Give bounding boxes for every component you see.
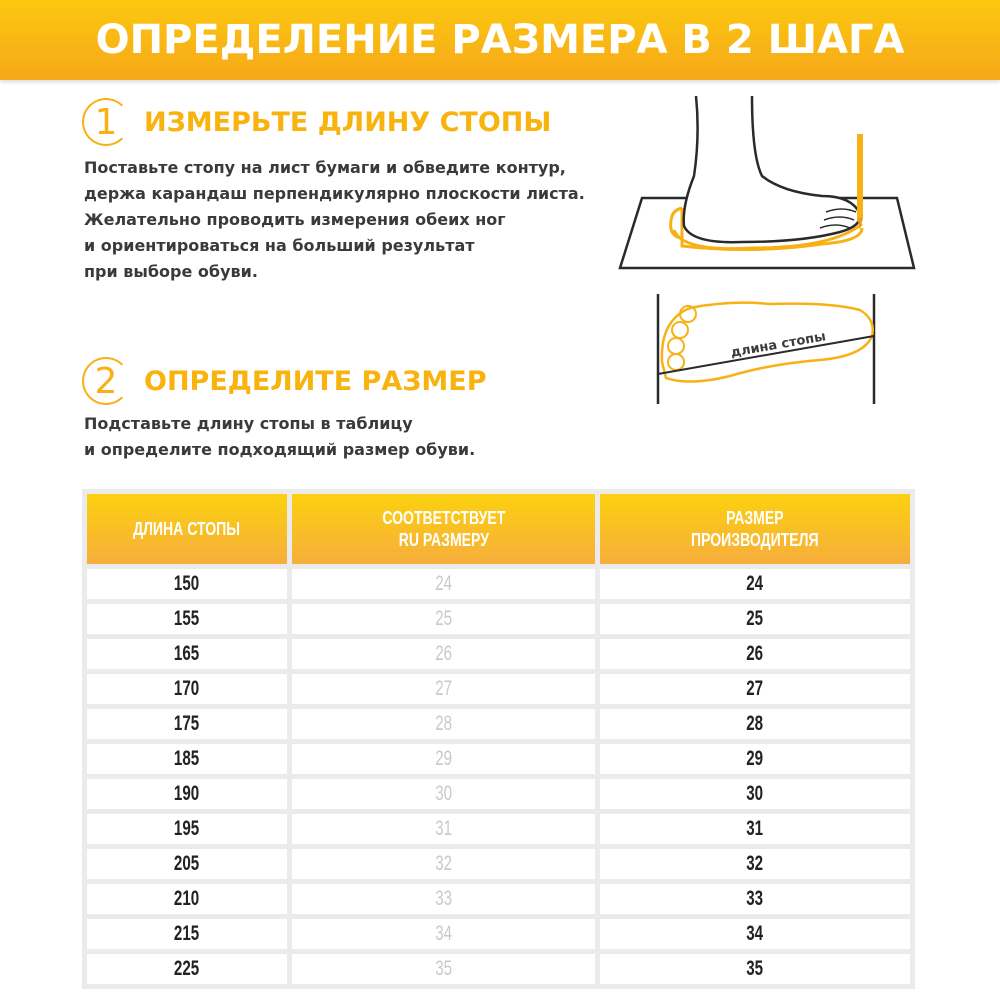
table-row	[87, 639, 910, 669]
table-body	[87, 569, 910, 984]
cell-manufacturer-size: 25	[600, 604, 910, 634]
cell-ru-size: 29	[292, 744, 595, 774]
step-1-line: и ориентироваться на больший результат	[84, 236, 475, 255]
cell-foot-length: 155	[87, 604, 287, 634]
table-row	[87, 849, 910, 879]
cell-foot-length: 195	[87, 814, 287, 844]
cell-ru-size: 33	[292, 884, 595, 914]
header-manufacturer-size: РАЗМЕР ПРОИЗВОДИТЕЛЯ	[600, 494, 910, 564]
table-row	[87, 674, 910, 704]
cell-foot-length: 210	[87, 884, 287, 914]
cell-foot-length: 205	[87, 849, 287, 879]
step-2-line: Подставьте длину стопы в таблицу	[84, 414, 413, 433]
cell-foot-length: 215	[87, 919, 287, 949]
step-1-title: ИЗМЕРЬТЕ ДЛИНУ СТОПЫ	[144, 106, 552, 138]
table-row	[87, 779, 910, 809]
cell-ru-size: 30	[292, 779, 595, 809]
table-row	[87, 709, 910, 739]
step-2-description	[84, 411, 475, 463]
cell-foot-length: 225	[87, 954, 287, 984]
table-row	[87, 814, 910, 844]
table-row	[87, 569, 910, 599]
page-title: ОПРЕДЕЛЕНИЕ РАЗМЕРА В 2 ШАГА	[95, 17, 905, 63]
pencil-icon	[857, 134, 863, 218]
cell-foot-length: 185	[87, 744, 287, 774]
cell-manufacturer-size: 31	[600, 814, 910, 844]
step-1-line: при выборе обуви.	[84, 262, 258, 281]
cell-manufacturer-size: 28	[600, 709, 910, 739]
cell-manufacturer-size: 27	[600, 674, 910, 704]
cell-manufacturer-size: 34	[600, 919, 910, 949]
table-row	[87, 604, 910, 634]
step-1-line: Поставьте стопу на лист бумаги и обведите контур,	[84, 158, 566, 177]
cell-manufacturer-size: 29	[600, 744, 910, 774]
step-2-heading	[82, 357, 487, 405]
cell-manufacturer-size: 24	[600, 569, 910, 599]
cell-manufacturer-size: 32	[600, 849, 910, 879]
step-1-line: держа карандаш перпендикулярно плоскости листа.	[84, 184, 585, 203]
foot-on-paper-illustration	[612, 96, 922, 276]
cell-manufacturer-size: 35	[600, 954, 910, 984]
step-2-number-icon: 2	[82, 357, 130, 405]
step-1-number-icon: 1	[82, 98, 130, 146]
title-banner	[0, 0, 1000, 80]
cell-ru-size: 27	[292, 674, 595, 704]
cell-ru-size: 24	[292, 569, 595, 599]
table-row	[87, 919, 910, 949]
step-1-line: Желательно проводить измерения обеих ног	[84, 210, 506, 229]
length-label: длина стопы	[729, 329, 828, 361]
footprint-length-illustration	[650, 290, 880, 408]
cell-ru-size: 28	[292, 709, 595, 739]
cell-ru-size: 35	[292, 954, 595, 984]
cell-foot-length: 150	[87, 569, 287, 599]
cell-foot-length: 165	[87, 639, 287, 669]
header-foot-length: ДЛИНА СТОПЫ	[87, 494, 287, 564]
size-table	[82, 489, 915, 989]
cell-manufacturer-size: 33	[600, 884, 910, 914]
cell-manufacturer-size: 26	[600, 639, 910, 669]
cell-ru-size: 26	[292, 639, 595, 669]
cell-foot-length: 190	[87, 779, 287, 809]
step-2-line: и определите подходящий размер обуви.	[84, 440, 476, 459]
step-1-description	[84, 155, 585, 285]
table-row	[87, 884, 910, 914]
cell-manufacturer-size: 30	[600, 779, 910, 809]
cell-ru-size: 34	[292, 919, 595, 949]
foot-drawing	[684, 96, 860, 242]
cell-ru-size: 32	[292, 849, 595, 879]
cell-ru-size: 31	[292, 814, 595, 844]
cell-foot-length: 170	[87, 674, 287, 704]
table-row	[87, 744, 910, 774]
cell-ru-size: 25	[292, 604, 595, 634]
cell-foot-length: 175	[87, 709, 287, 739]
header-ru-size: СООТВЕТСТВУЕТ RU РАЗМЕРУ	[292, 494, 595, 564]
table-header-row	[87, 494, 910, 564]
table-row	[87, 954, 910, 984]
step-2-title: ОПРЕДЕЛИТЕ РАЗМЕР	[144, 365, 487, 397]
step-1-heading	[82, 98, 551, 146]
